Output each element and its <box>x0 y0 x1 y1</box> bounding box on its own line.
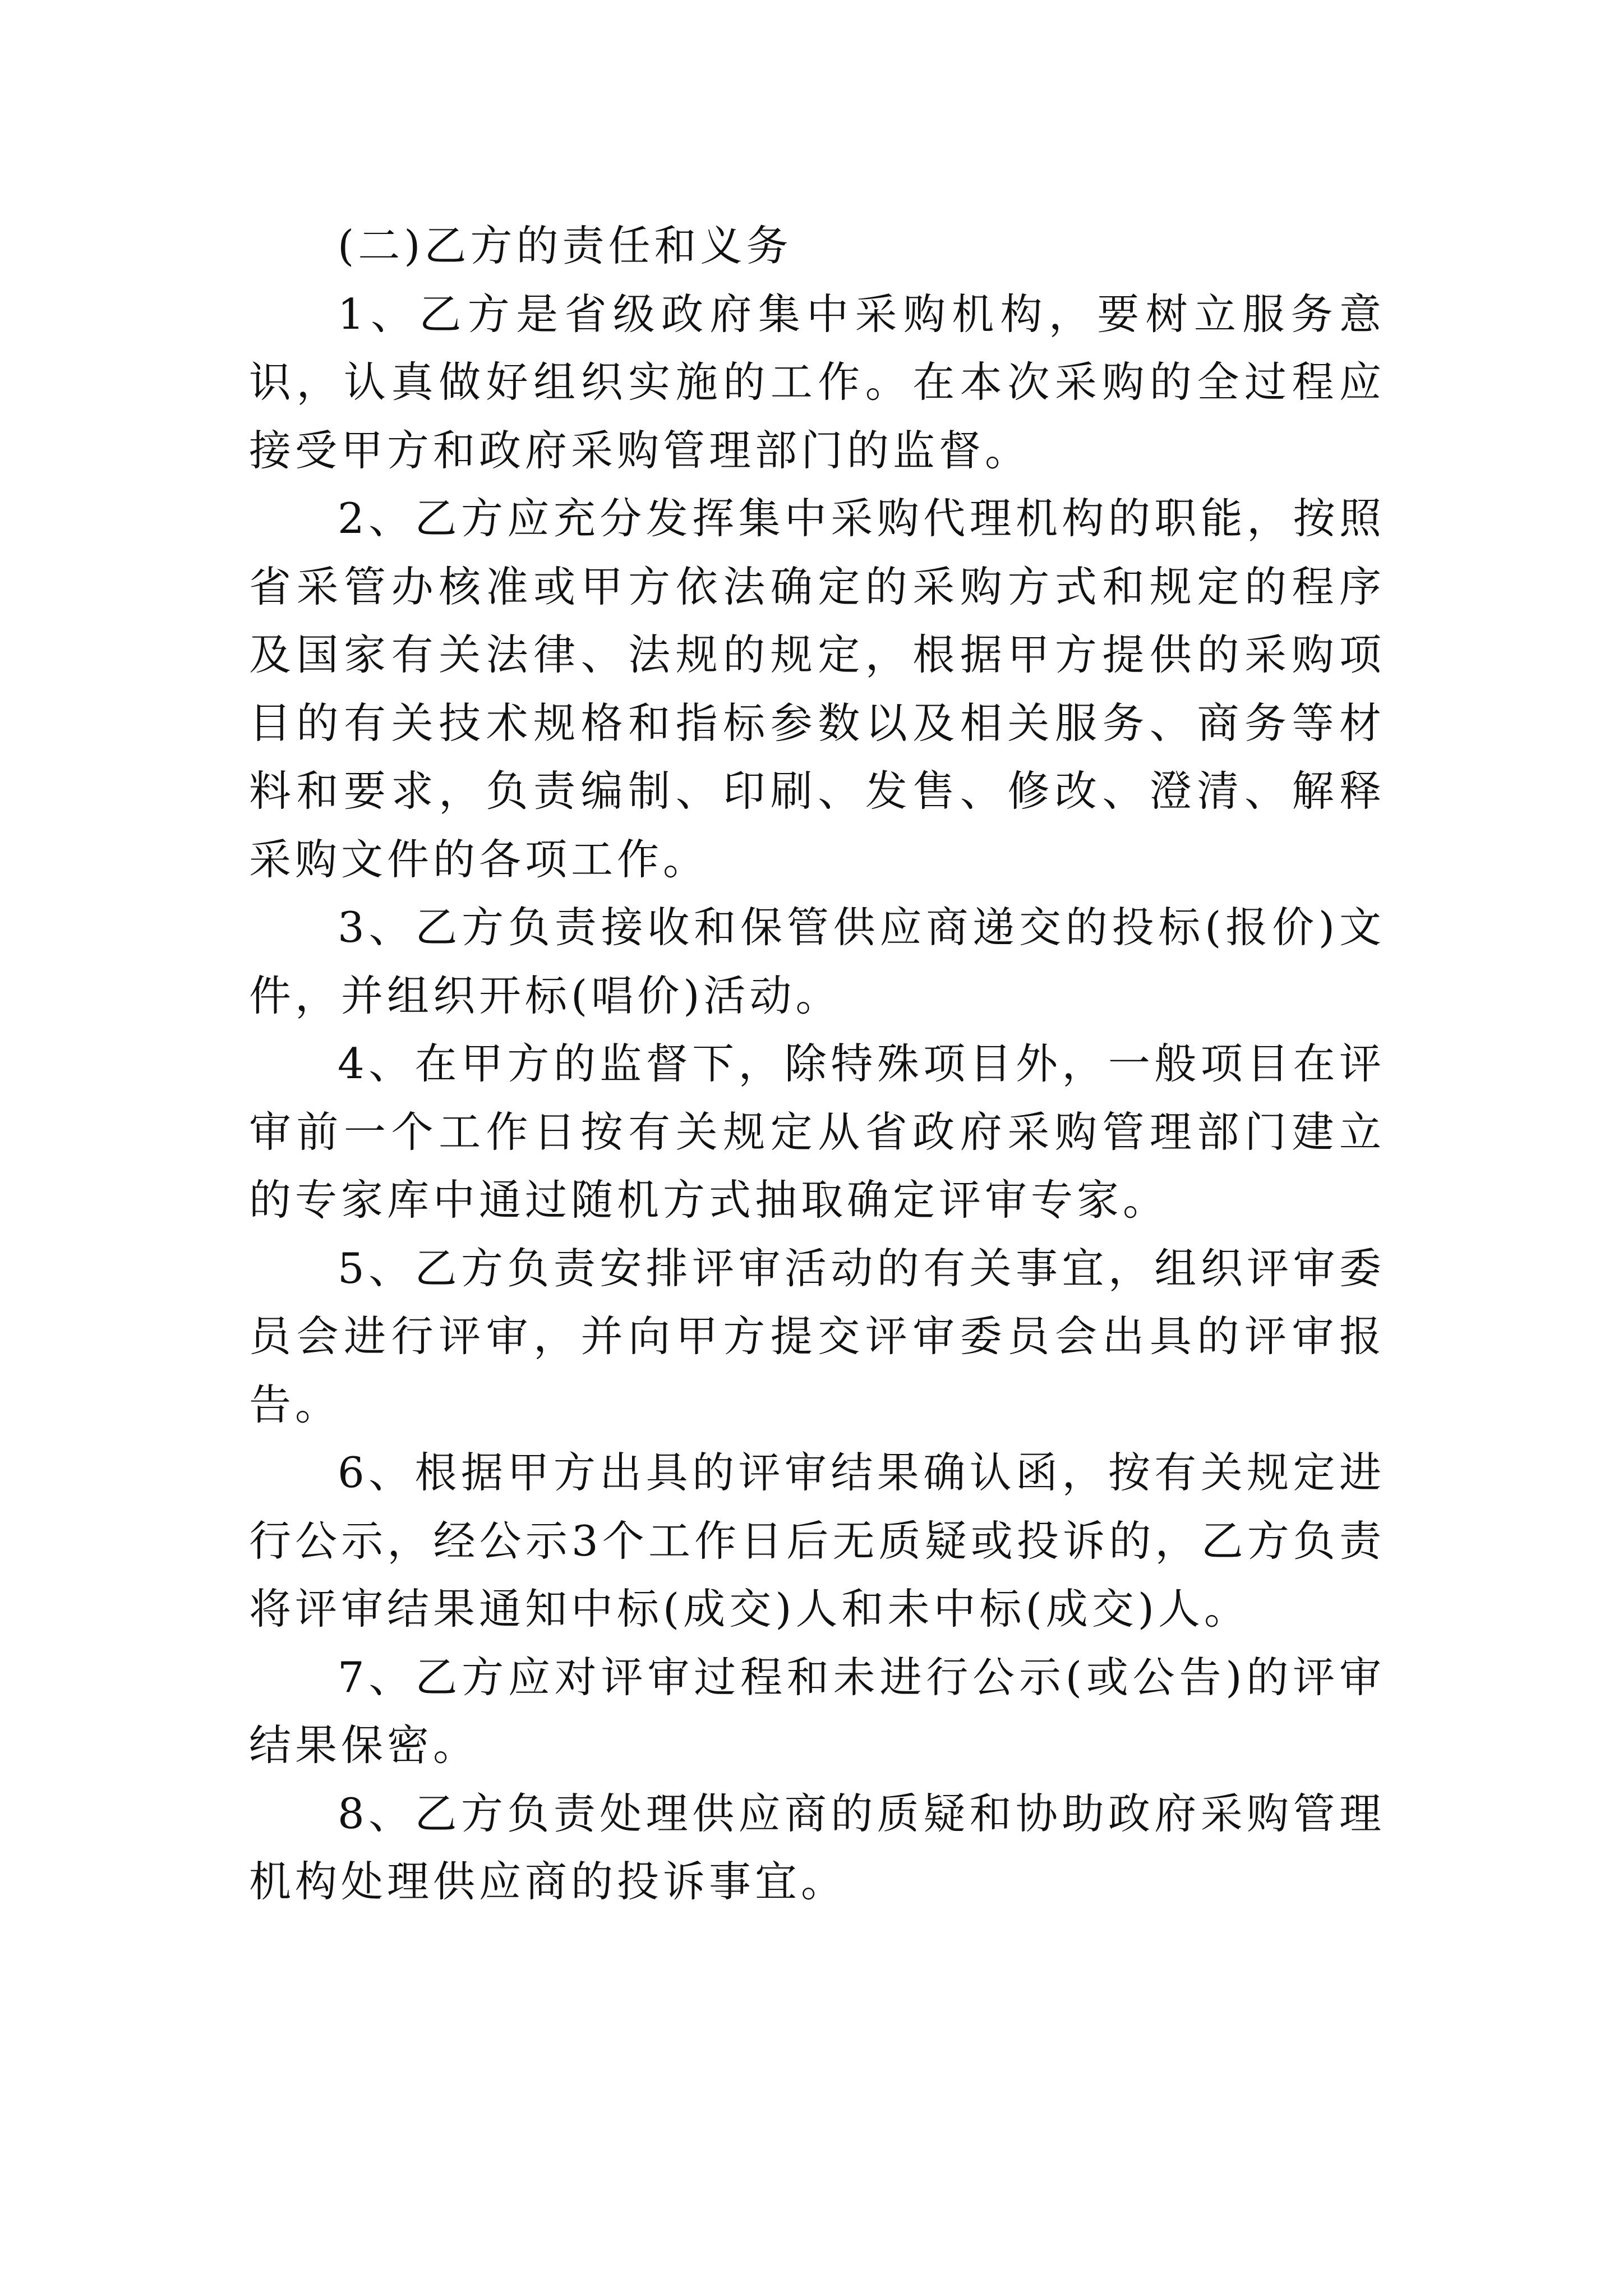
paragraph-7: 7、乙方应对评审过程和未进行公示(或公告)的评审结果保密。 <box>249 1652 1385 1770</box>
paragraph-5: 5、乙方负责安排评审活动的有关事宜，组织评审委员会进行评审，并向甲方提交评审委员会出具的评审报告。 <box>249 1243 1385 1429</box>
document-body <box>249 212 1385 1916</box>
paragraph-8: 8、乙方负责处理供应商的质疑和协助政府采购管理机构处理供应商的投诉事宜。 <box>249 1788 1385 1906</box>
paragraph-3: 3、乙方负责接收和保管供应商递交的投标(报价)文件，并组织开标(唱价)活动。 <box>249 903 1385 1020</box>
section-heading: (二)乙方的责任和义务 <box>338 221 792 270</box>
paragraph-1: 1、乙方是省级政府集中采购机构，要树立服务意识，认真做好组织实施的工作。在本次采购的全过程应接受甲方和政府采购管理部门的监督。 <box>249 289 1385 475</box>
paragraph-2: 2、乙方应充分发挥集中采购代理机构的职能，按照省采管办核准或甲方依法确定的采购方式和规定的程序及国家有关法律、法规的规定，根据甲方提供的采购项目的有关技术规格和指标参数以及相关服务、商务等材料和要求，负责编制、印刷、发售、修改、澄清、解释采购文件的各项工作。 <box>249 494 1385 884</box>
paragraph-4: 4、在甲方的监督下，除特殊项目外，一般项目在评审前一个工作日按有关规定从省政府采购管理部门建立的专家库中通过随机方式抽取确定评审专家。 <box>249 1039 1385 1225</box>
paragraph-6: 6、根据甲方出具的评审结果确认函，按有关规定进行公示，经公示3个工作日后无质疑或投诉的，乙方负责将评审结果通知中标(成交)人和未中标(成交)人。 <box>249 1448 1385 1634</box>
